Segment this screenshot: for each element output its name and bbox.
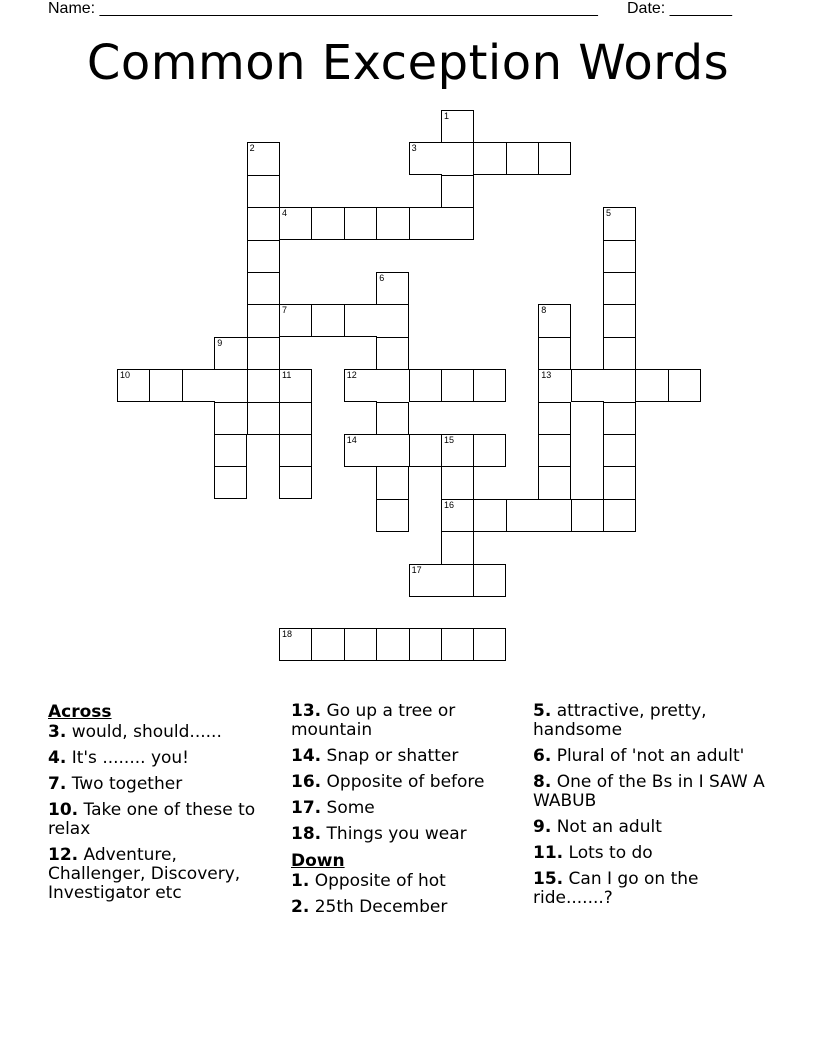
grid-cell[interactable] bbox=[571, 499, 604, 532]
grid-cell[interactable] bbox=[376, 369, 409, 402]
grid-cell[interactable] bbox=[247, 207, 280, 240]
clue-number: 9. bbox=[533, 817, 552, 837]
grid-cell[interactable] bbox=[603, 337, 636, 370]
clue-number-label: 3 bbox=[411, 143, 417, 154]
grid-cell[interactable] bbox=[182, 369, 215, 402]
grid-cell[interactable] bbox=[603, 240, 636, 273]
clue-number-label: 2 bbox=[249, 143, 255, 154]
grid-cell[interactable] bbox=[441, 207, 474, 240]
clue-number-label: 18 bbox=[282, 629, 293, 640]
clue-number: 6. bbox=[533, 746, 552, 766]
clue-number-label: 12 bbox=[346, 370, 357, 381]
grid-cell[interactable] bbox=[473, 142, 506, 175]
grid-cell[interactable] bbox=[603, 402, 636, 435]
grid-cell[interactable] bbox=[279, 304, 312, 337]
clue-number-label: 1 bbox=[444, 111, 450, 121]
clue-number: 7. bbox=[48, 774, 67, 794]
clue-down-11 bbox=[533, 844, 765, 863]
down-heading: Down bbox=[291, 851, 345, 871]
clue-text: Go up a tree or mountain bbox=[291, 701, 456, 740]
grid-cell[interactable] bbox=[376, 272, 409, 305]
grid-cell[interactable] bbox=[279, 402, 312, 435]
grid-cell[interactable] bbox=[603, 369, 636, 402]
clue-column-1 bbox=[48, 702, 278, 910]
grid-cell[interactable] bbox=[247, 304, 280, 337]
clue-text: Some bbox=[321, 798, 375, 818]
grid-cell[interactable] bbox=[376, 402, 409, 435]
grid-cell[interactable] bbox=[441, 499, 474, 532]
clue-number: 10. bbox=[48, 800, 79, 820]
clue-text: Plural of 'not an adult' bbox=[551, 746, 745, 766]
grid-cell[interactable] bbox=[538, 434, 571, 467]
grid-cell[interactable] bbox=[473, 434, 506, 467]
grid-cell[interactable] bbox=[214, 369, 247, 402]
clue-text: Two together bbox=[66, 774, 183, 794]
grid-cell[interactable] bbox=[538, 369, 571, 402]
grid-cell[interactable] bbox=[149, 369, 182, 402]
grid-cell[interactable] bbox=[279, 628, 312, 661]
grid-cell[interactable] bbox=[376, 499, 409, 532]
grid-cell[interactable] bbox=[247, 240, 280, 273]
grid-cell[interactable] bbox=[344, 628, 377, 661]
clue-across-17 bbox=[291, 799, 523, 818]
clue-down-2 bbox=[291, 898, 523, 917]
clue-number-label: 7 bbox=[282, 305, 288, 316]
grid-cell[interactable] bbox=[538, 466, 571, 499]
clue-down-5 bbox=[533, 702, 765, 740]
grid-cell[interactable] bbox=[571, 369, 604, 402]
clue-text: attractive, pretty, handsome bbox=[533, 701, 707, 740]
grid-cell[interactable] bbox=[214, 434, 247, 467]
clue-text: Things you wear bbox=[321, 824, 467, 844]
grid-cell[interactable] bbox=[279, 434, 312, 467]
grid-cell[interactable] bbox=[635, 369, 668, 402]
clue-number: 8. bbox=[533, 772, 552, 792]
grid-cell[interactable] bbox=[344, 369, 377, 402]
grid-cell[interactable] bbox=[603, 304, 636, 337]
clue-number-label: 11 bbox=[282, 370, 292, 381]
grid-cell[interactable] bbox=[441, 628, 474, 661]
grid-cell[interactable] bbox=[376, 337, 409, 370]
clue-across-7 bbox=[48, 775, 278, 794]
clue-number-label: 9 bbox=[217, 337, 223, 348]
grid-cell[interactable] bbox=[441, 175, 474, 208]
clue-number: 14. bbox=[291, 746, 322, 766]
grid-cell[interactable] bbox=[376, 628, 409, 661]
grid-cell[interactable] bbox=[603, 434, 636, 467]
grid-cell[interactable] bbox=[409, 142, 442, 175]
clue-number-label: 15 bbox=[444, 435, 455, 445]
clue-down-1 bbox=[291, 872, 523, 891]
clue-number-label: 8 bbox=[541, 305, 547, 316]
clue-down-15 bbox=[533, 870, 765, 908]
name-field[interactable]: Name: ________________________________________________________ bbox=[48, 0, 598, 17]
clue-number: 4. bbox=[48, 748, 67, 768]
grid-cell[interactable] bbox=[279, 369, 312, 402]
grid-cell[interactable] bbox=[214, 337, 247, 370]
grid-cell[interactable] bbox=[441, 531, 474, 564]
grid-cell[interactable] bbox=[473, 564, 506, 597]
clue-column-3 bbox=[533, 702, 765, 915]
grid-cell[interactable] bbox=[603, 466, 636, 499]
grid-cell[interactable] bbox=[538, 142, 571, 175]
grid-cell[interactable] bbox=[311, 207, 344, 240]
grid-cell[interactable] bbox=[376, 207, 409, 240]
grid-cell[interactable] bbox=[441, 369, 474, 402]
clue-across-3 bbox=[48, 723, 278, 742]
clue-text: would, should...... bbox=[66, 722, 222, 742]
grid-cell[interactable] bbox=[409, 628, 442, 661]
clue-number-label: 5 bbox=[606, 208, 612, 219]
clue-number-label: 6 bbox=[379, 273, 385, 283]
clue-number: 1. bbox=[291, 871, 310, 891]
clue-number: 11. bbox=[533, 843, 564, 863]
clue-across-13 bbox=[291, 702, 523, 740]
grid-cell[interactable] bbox=[376, 466, 409, 499]
grid-cell[interactable] bbox=[376, 434, 409, 467]
grid-cell[interactable] bbox=[344, 207, 377, 240]
clue-number: 17. bbox=[291, 798, 322, 818]
clue-number: 5. bbox=[533, 701, 552, 721]
clue-text: It's ........ you! bbox=[66, 748, 189, 768]
grid-cell[interactable] bbox=[538, 499, 571, 532]
grid-cell[interactable] bbox=[247, 337, 280, 370]
clue-across-16 bbox=[291, 773, 523, 792]
grid-cell[interactable] bbox=[247, 142, 280, 175]
clue-number: 3. bbox=[48, 722, 67, 742]
clue-across-4 bbox=[48, 749, 278, 768]
grid-cell[interactable] bbox=[409, 207, 442, 240]
clue-number-label: 13 bbox=[541, 370, 552, 381]
clue-down-9 bbox=[533, 818, 765, 837]
grid-cell[interactable] bbox=[214, 402, 247, 435]
grid-cell[interactable] bbox=[506, 499, 539, 532]
grid-cell[interactable] bbox=[603, 207, 636, 240]
clue-down-6 bbox=[533, 747, 765, 766]
grid-cell[interactable] bbox=[344, 304, 377, 337]
clue-text: Adventure, Challenger, Discovery, Investigator etc bbox=[48, 845, 241, 903]
clue-text: Snap or shatter bbox=[321, 746, 459, 766]
clue-text: 25th December bbox=[309, 897, 448, 917]
grid-cell[interactable] bbox=[441, 142, 474, 175]
grid-cell[interactable] bbox=[603, 272, 636, 305]
grid-cell[interactable] bbox=[441, 110, 474, 143]
grid-cell[interactable] bbox=[247, 175, 280, 208]
clue-number-label: 4 bbox=[282, 208, 288, 219]
grid-cell[interactable] bbox=[247, 272, 280, 305]
clue-column-2 bbox=[291, 702, 523, 924]
grid-cell[interactable] bbox=[538, 304, 571, 337]
grid-cell[interactable] bbox=[441, 564, 474, 597]
grid-cell[interactable] bbox=[409, 434, 442, 467]
grid-cell[interactable] bbox=[376, 304, 409, 337]
clue-text: Opposite of before bbox=[321, 772, 485, 792]
grid-cell[interactable] bbox=[473, 628, 506, 661]
grid-cell[interactable] bbox=[344, 434, 377, 467]
grid-cell[interactable] bbox=[279, 207, 312, 240]
grid-cell[interactable] bbox=[441, 466, 474, 499]
grid-cell[interactable] bbox=[409, 369, 442, 402]
clue-across-18 bbox=[291, 825, 523, 844]
clue-text: Take one of these to relax bbox=[48, 800, 256, 839]
clue-text: Can I go on the ride.......? bbox=[533, 869, 699, 908]
clue-number-label: 17 bbox=[411, 564, 422, 575]
grid-cell[interactable] bbox=[473, 499, 506, 532]
clue-across-12 bbox=[48, 846, 278, 903]
grid-cell[interactable] bbox=[603, 499, 636, 532]
clue-number: 12. bbox=[48, 845, 79, 865]
grid-cell[interactable] bbox=[214, 466, 247, 499]
grid-cell[interactable] bbox=[538, 337, 571, 370]
grid-cell[interactable] bbox=[441, 434, 474, 467]
clue-number: 13. bbox=[291, 701, 322, 721]
page-title: Common Exception Words bbox=[86, 35, 730, 91]
clue-number: 2. bbox=[291, 897, 310, 917]
clue-across-14 bbox=[291, 747, 523, 766]
across-heading: Across bbox=[48, 702, 112, 722]
grid-cell[interactable] bbox=[279, 466, 312, 499]
clue-text: One of the Bs in I SAW A WABUB bbox=[533, 772, 765, 811]
clue-number: 15. bbox=[533, 869, 564, 889]
grid-cell[interactable] bbox=[117, 369, 150, 402]
grid-cell[interactable] bbox=[409, 564, 442, 597]
grid-cell[interactable] bbox=[247, 402, 280, 435]
grid-cell[interactable] bbox=[247, 369, 280, 402]
clue-text: Opposite of hot bbox=[309, 871, 446, 891]
clue-text: Lots to do bbox=[563, 843, 653, 863]
grid-cell[interactable] bbox=[473, 369, 506, 402]
grid-cell[interactable] bbox=[311, 628, 344, 661]
clue-number-label: 10 bbox=[120, 370, 131, 381]
clue-across-10 bbox=[48, 801, 278, 839]
grid-cell[interactable] bbox=[668, 369, 701, 402]
grid-cell[interactable] bbox=[311, 304, 344, 337]
date-field[interactable]: Date: _______ bbox=[627, 0, 732, 17]
grid-cell[interactable] bbox=[506, 142, 539, 175]
clue-number-label: 14 bbox=[346, 435, 357, 445]
clue-number-label: 16 bbox=[444, 499, 455, 510]
grid-cell[interactable] bbox=[538, 402, 571, 435]
clue-number: 16. bbox=[291, 772, 322, 792]
clue-text: Not an adult bbox=[551, 817, 662, 837]
clue-number: 18. bbox=[291, 824, 322, 844]
clue-down-8 bbox=[533, 773, 765, 811]
